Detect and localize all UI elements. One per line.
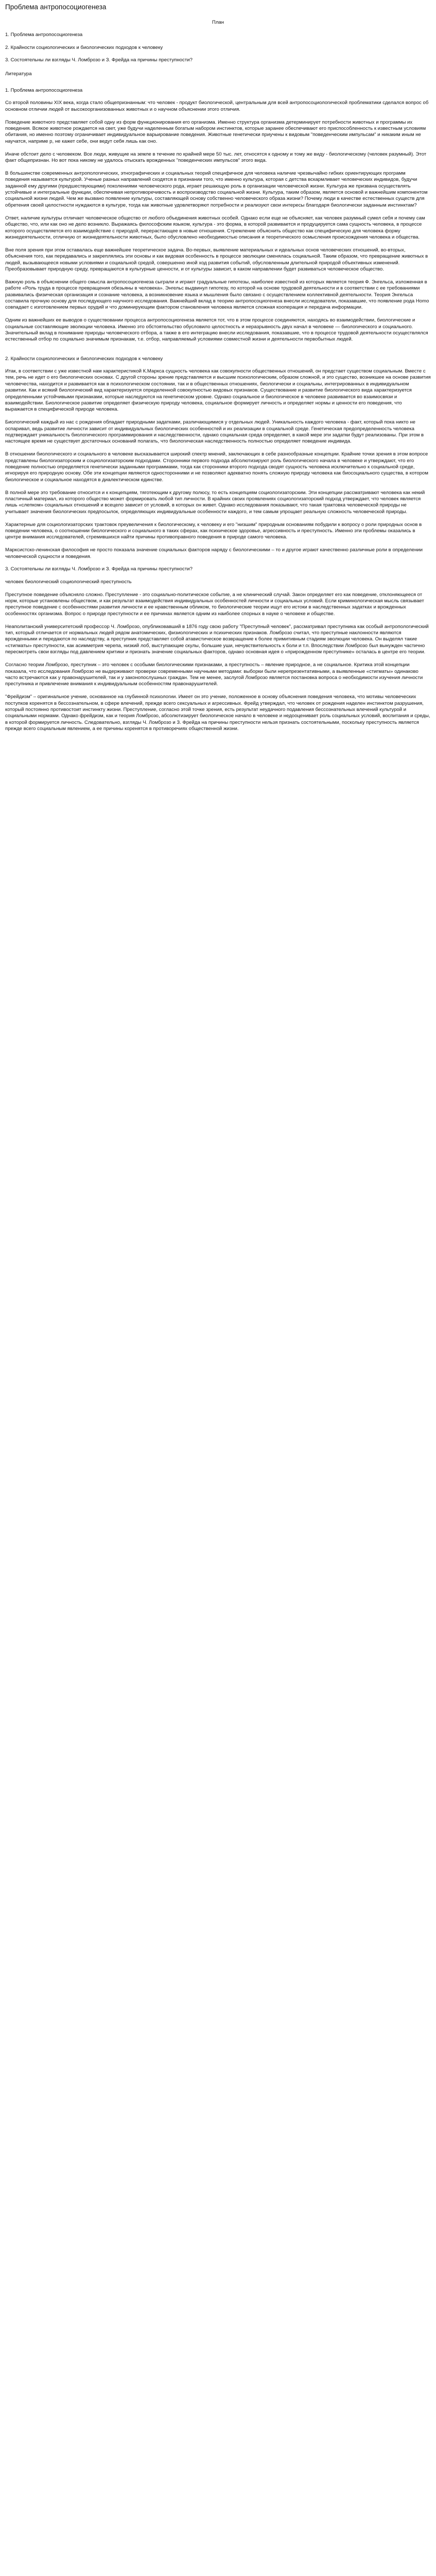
paragraph: Преступное поведение объясняло сложно. Преступление - это социально-политическое событие, а не клинический случай. Закон определяет его как поведение, отклоняющееся от норм, которые установлены обществом, и как результат взаимодействия индивидуальных особенностей личности и социальных условий. Если криминологическая мысль связывает преступное поведение с особенностями развития личности и ее нравственным обликом, то биологические теории ищут его истоки в наследственных задатках и врожденных особенностях организма. Вопрос о природе преступности и ее причинах является одним из наиболее спорных в науке о человеке и обществе. <box>5 591 424 617</box>
section-1 <box>5 88 431 343</box>
plan-item: 1. Проблема антропосоциогенеза <box>5 32 83 38</box>
plan-heading: План <box>212 20 224 25</box>
section-heading: 1. Проблема антропосоциогенеза <box>5 88 83 94</box>
paragraph: "Фрейдизм" – оригинальное учение, основанное на глубинной психологии. Имеет он это учение, положенное в основу объяснения поведения человека, что мотивы человеческих поступков коренятся в бессознательном, в сфере влечений, прежде всего сексуальных и агрессивных. Фрейд утверждал, что человек от рождения наделен инстинктом разрушения, который постоянно противостоит инстинкту жизни. Преступление, согласно этой точке зрения, есть результат неудачного подавления бессознательных влечений культурой и социальными нормами. Однако фрейдизм, как и теория Ломброзо, абсолютизирует биологическое начало в человеке и недооценивает роль социальных условий, воспитания и среды, в которой формируется личность. Следовательно, взгляды Ч. Ломброзо и З. Фрейда на причины преступности нельзя признать состоятельными, поскольку преступность является прежде всего социальным явлением, а ее причины коренятся в противоречиях общественной жизни. <box>5 694 430 732</box>
paragraph: Согласно теории Ломброзо, преступник – это человек с особыми биологическими признаками, а преступность – явление природное, а не социальное. Критика этой концепции показала, что исследования Ломброзо не выдерживают проверки современными научными методами: выборки были нерепрезентативными, а выявленные «стигматы» одинаково часто встречаются как у правонарушителей, так и у законопослушных граждан. Тем не менее, заслугой Ломброзо является постановка вопроса о необходимости изучения личности преступника и привлечение внимания к индивидуальным особенностям правонарушителей. <box>5 662 423 687</box>
paragraph: человек биологический социологический преступность <box>5 579 132 585</box>
section-3 <box>5 566 431 732</box>
paragraph: В большинстве современных антропологических, этнографических и социальных теорий специфичное для человека наличие чрезвычайно гибких ориентирующих программ поведения называется культурой. Ученые разных направлений сходятся в признании того, что именно культура, которая с детства вскармливает человеческих индивидов, будучи заданной ему другими (предшествующими) поколениями человеческого рода, играет решающую роль в организации человеческой жизни. Культура же призвана осуществлять устойчивые и интегральные функции, обеспечивая непротиворечивость и воспроизводство социальной жизни. Культура, таким образом, является основой и важнейшим компонентом социальной жизни людей. Чем же вызвано появление культуры, составляющей основу собственно человеческого образа жизни? Почему люди в качестве естественных существ для обретения своей целостности нуждаются в культуре, тогда как животные удовлетворяют потребности и реализуют свои интересы благодаря биологически заданным инстинктам? <box>5 170 428 208</box>
paragraph: Важную роль в объяснении общего смысла антропосоциогенеза сыграли и играют градуальные гипотезы, наиболее известной из которых является теория Ф. Энгельса, изложенная в работе «Роль труда в процессе превращения обезьяны в человека». Энгельс выдвинул гипотезу, по которой на основе трудовой деятельности и в соответствии с ее требованиями развивались физическая организация и сознание человека, а возникновение языка и мышления было связано с осуществлением коллективной деятельности. Теория Энгельса составила прочную основу для последующего научного исследования. Важнейший вклад в теорию антропосоциогенеза внесли исследователи, показавшие, что появление рода Homo совпадает с изготовлением первых орудий и что доминирующим фактором становления человека является сложная кооперация и передача информации. <box>5 279 429 311</box>
paragraph: Вне поля зрения при этом оставалась еще важнейшее теоретическое задача. Во-первых, выявление материальных и идеальных основ человеческих отношений, во-вторых, объяснения того, как передавались и закреплялись эти основы и как видовая особенность в процессе эволюции сменялась социальной. Таким образом, что превращение животных в людей, вызывающееся новыми условиями и социальной средой, совершенно иной ход развития событий, обусловленным длительной природой объективных изменений. Преобразовывает природную среду, превращаются в культурные ценности, и от культуры зависит, в каком направлении будет развиваться человеческое общество. <box>5 247 428 272</box>
plan-item: 2. Крайности социологических и биологических подходов к человеку <box>5 44 163 50</box>
paragraph: В полной мере это требование относится и к концепциям, тяготеющим к другому полюсу, то есть концепциям социологизаторским. Эти концепции рассматривают человека как некий пластичный материал, из которого общество может формировать любой тип личности. В крайних своих проявлениях социологизаторский подход утверждает, что человек является лишь «слепком» социальных отношений и всецело зависит от условий, в которых он живет. Однако исследования показывают, что такая трактовка человеческой природы не учитывает значения биологических предпосылок, определяющих индивидуальные особенности каждого, и тем самым упрощает реальную сложность человеческой природы. <box>5 489 425 515</box>
literature-label: Литература <box>5 71 32 77</box>
paragraph: Иначе обстоит дело с человеком. Все люди, живущие на земле в течение по крайней мере 50 тыс. лет, относятся к одному и тому же виду - биологическому (человек разумный). Этот факт общепризнан. Но вот пока никому не удалось отыскать врожденных "поведенческих импульсов" этого вида. <box>5 151 427 164</box>
plan-item: 3. Состоятельны ли взгляды Ч. Ломброзо и З. Фрейда на причины преступности? <box>5 57 193 63</box>
paragraph: Биологический каждый из нас с рождения обладает природными задатками, различающимися у отдельных людей. Уникальность каждого человека - факт, который пока никто не оспаривал, ведь развитие личности зависит от индивидуальных биологических особенностей и их реализации в социальной среде. Генетическая предопределенность человека подтверждает уникальность биологического программирования и наследственности, однако социальная среда определяет, в какой мере эти задатки будут реализованы. При этом в настоящее время не существует достаточных оснований полагать, что биологическая наследственность полностью определяет поведение индивида. <box>5 419 424 445</box>
paragraph: Ответ, наличие культуры отличает человеческое общество от любого объединения животных особей. Однако если еще не объясняет, как человек разумный сумел себя и почему сам общество, что, или как оно не дело возникло. Выражаясь философским языком, культура - это форма, в которой развивается и продуцируется сама сущность человека, в процессе которого осуществляется его взаимодействие с природой, перерастающее в новые отношения. Стремление объяснить общество как специфическую для человека форму жизнедеятельности, отличную от жизнедеятельности животных, было обусловлено необходимостью описания и теоретического осмысления происхождения человека и общества. <box>5 215 425 240</box>
section-2 <box>5 356 431 561</box>
paragraph: Поведение животного представляет собой одну из форм функционирования его организма. Именно структура организма детерминирует потребности животных и программы их поведения. Всякое животное рождается на свет, уже будучи наделенным богатым набором инстинктов, которые заранее обеспечивают его приспособленность к известным условиям обитания, но именно поэтому ограничивает индивидуальное варьирование поведения. Животные генетически приучены к видовым "поведенческим импульсам" и никаким иным не научатся, наприме р, не кажет себе, они ведут себя лишь как оно. <box>5 119 426 144</box>
paragraph: Характерные для социологизаторских трактовок преувеличения к биологическому, к человеку и его "низшим" природным основаниям побудили к вопросу о роли природных основ в поведении человека, о соотношении биологического и социального в таких сферах, как психическое здоровье, агрессивность и преступность. Именно эти проблемы оказались в центре внимания исследователей, стремившихся найти причины противоправного поведения в природе самого человека. <box>5 521 422 540</box>
section-heading: 3. Состоятельны ли взгляды Ч. Ломброзо и З. Фрейда на причины преступности? <box>5 566 193 572</box>
paragraph: В отношении биологического и социального в человеке высказывается широкий спектр мнений, заключающих в себе разнообразные концепции. Крайние точки зрения в этом вопросе представлены биологизаторским и социологизаторским подходами. Сторонники первого подхода абсолютизируют роль биологического начала в человеке и утверждают, что его поведение полностью определяется генетически заданными программами, тогда как сторонники второго подхода сводят сущность человека исключительно к социальной среде, игнорируя его природную основу. Обе эти концепции являются односторонними и не позволяют адекватно понять сложную природу человека как биосоциального существа, в котором биологическое и социальное находятся в диалектическом единстве. <box>5 451 428 483</box>
paragraph: Марксистско-ленинская философия не просто показала значение социальных факторов наряду с биологическими – то и другое играют качественно различные роли в определении человеческой сущности и поведения. <box>5 547 423 560</box>
document-page <box>0 0 436 733</box>
plan-list <box>5 26 431 63</box>
paragraph: Итак, в соответствии с уже известной нам характеристикой К.Маркса сущность человека как совокупности общественных отношений, он предстает существом социальным. Вместе с тем, речь не идет о его биологических основах. С другой стороны зрение представляется и высшим психологическим, образом сложной, и это существо, возникшее на основе развития человечества, находится и развивается как в психологическом состоянии, так и в общественных отношениях, биологически и социальны, интегрированных в индивидуальном развитии. Как и всякий биологический вид характеризуется определенной совокупностью видовых признаков. Существование и развитие биологического вида характеризуется определенными устойчивыми признаками, которые наследуются на генетическом уровне. Однако социальное и биологическое в человеке развивается во взаимосвязи и взаимодействии. Биологическое развитие определяет физическую природу человека, социальное формирует личность и определяет нормы и ценности его поведения, что выражается в специфической природе человека. <box>5 368 431 413</box>
document-title: Проблема антропосоциогенеза <box>5 3 107 11</box>
paragraph: Неаполитанский университетский профессор Ч. Ломброзо, опубликовавший в 1876 году свою работу "Преступный человек", рассматривал преступника как особый антропологический тип, который отличается от нормальных людей рядом анатомических, физиологических и психических признаков. Ломброзо считал, что преступные наклонности являются врожденными и передаются по наследству, а преступник представляет собой атавистическое возвращение к более примитивным стадиям эволюции человека. Он выделял такие «стигматы» преступности, как асимметрия черепа, низкий лоб, выступающие скулы, большие уши, нечувствительность к боли и т.п. Впоследствии Ломброзо был вынужден частично пересмотреть свои взгляды под давлением критики и признать значение социальных факторов, однако основная идея о «прирожденном преступнике» осталась в центре его теории. <box>5 623 429 655</box>
paragraph: Одним из важнейших ее выводов о существовании процесса антропосоциогенеза является тот, что в этом процессе соединяются, находясь во взаимодействии, биологические и социальные составляющие эволюции человека. Именно это обстоятельство обусловило целостность и неразрывность двух начал в человеке — биологического и социального. Значительный вклад в понимание природы человеческого отбора, а также в его интеграцию внесли исследования, показавшие, что в процессе трудовой деятельности осуществлялся естественный отбор по социально значимым признакам, т.е. отбор, направляемый условиями совместной жизни и деятельности первобытных людей. <box>5 317 428 343</box>
section-heading: 2. Крайности социологических и биологических подходов к человеку <box>5 355 163 362</box>
paragraph: Со второй половины XIX века, когда стало общепризнанным: что человек - продукт биологической, центральным для всей антропосоциологической проблематики сделался вопрос об основном отличии людей от высокоорганизованных животных и о научном объяснении этого отличия. <box>5 100 429 112</box>
